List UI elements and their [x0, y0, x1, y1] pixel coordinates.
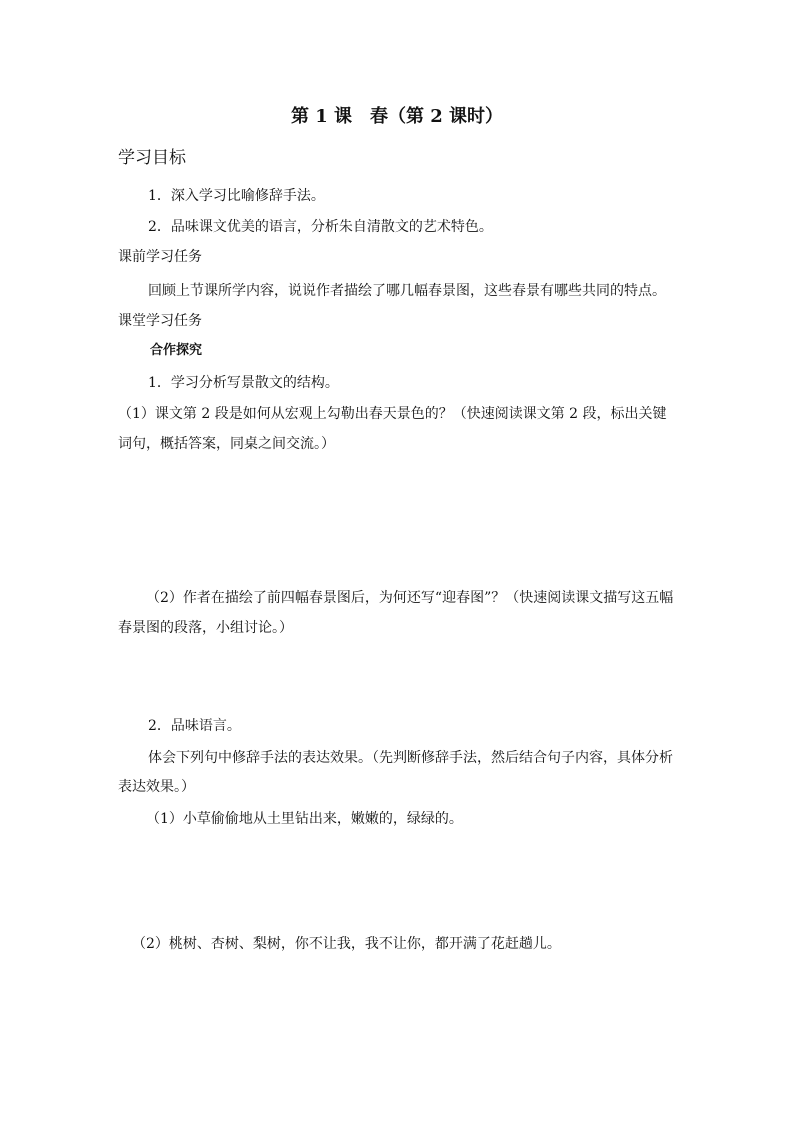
- question-1-line-2: 词句，概括答案，同桌之间交流。）: [118, 436, 335, 452]
- language-task-line-1: 体会下列句中修辞手法的表达效果。（先判断修辞手法，然后结合句子内容，具体分析: [148, 750, 673, 766]
- subsection-cooperative-inquiry: 合作探究: [150, 343, 203, 358]
- goal-item-2: 2．品味课文优美的语言，分析朱自清散文的艺术特色。: [148, 219, 493, 235]
- page-title: 第 1 课 春（第 2 课时）: [290, 106, 504, 127]
- question-2-line-1: （2）作者在描绘了前四幅春景图后，为何还写“迎春图”？（快速阅读课文描写这五幅: [146, 590, 674, 606]
- sentence-1: （1）小草偷偷地从土里钻出来，嫩嫩的，绿绿的。: [146, 811, 463, 827]
- pre-class-task: 回顾上节课所学内容，说说作者描绘了哪几幅春景图，这些春景有哪些共同的特点。: [148, 283, 666, 299]
- section-heading-pre-class: 课前学习任务: [118, 249, 202, 265]
- language-task-line-2: 表达效果。）: [118, 779, 195, 795]
- section-heading-goals: 学习目标: [118, 148, 186, 168]
- question-2-line-2: 春景图的段落，小组讨论。）: [118, 620, 293, 636]
- inquiry-item-1: 1．学习分析写景散文的结构。: [148, 375, 339, 391]
- question-1-line-1: （1）课文第 2 段是如何从宏观上勾勒出春天景色的？（快速阅读课文第 2 段，标出关键: [118, 406, 667, 422]
- goal-item-1: 1．深入学习比喻修辞手法。: [148, 188, 325, 204]
- sentence-2: （2）桃树、杏树、梨树，你不让我，我不让你，都开满了花赶趟儿。: [132, 936, 561, 952]
- section-heading-in-class: 课堂学习任务: [118, 313, 202, 329]
- inquiry-item-2: 2．品味语言。: [148, 718, 241, 734]
